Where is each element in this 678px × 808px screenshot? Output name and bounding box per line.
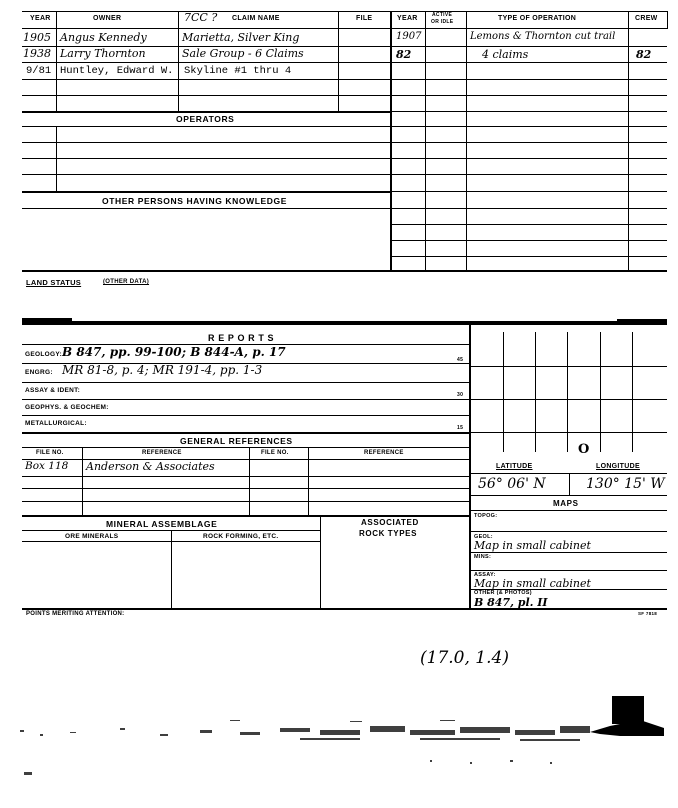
ref-row-1-file: Box 118 [25, 460, 69, 472]
assay-ident-label: ASSAY & IDENT: [25, 387, 81, 394]
assay-label: ASSAY: [474, 572, 496, 578]
header-active-2: OR IDLE [431, 19, 454, 25]
header-file: FILE [356, 15, 373, 22]
owner-row-2-year: 1938 [23, 47, 51, 60]
operation-row-2-type: 4 claims [482, 48, 529, 61]
ref-reference-header-2: REFERENCE [364, 450, 404, 456]
margin-number-30: 30 [457, 392, 464, 398]
latitude-label: LATITUDE [496, 463, 533, 470]
owner-row-3-year: 9/81 [26, 65, 52, 77]
margin-number-15: 15 [457, 425, 464, 431]
rock-forming-header: ROCK FORMING, ETC. [203, 533, 279, 540]
geology-value: B 847, pp. 99-100; B 844-A, p. 17 [62, 345, 286, 359]
land-status-sublabel: (OTHER DATA) [103, 279, 150, 285]
owner-row-3-claim: Skyline #1 thru 4 [184, 65, 292, 77]
operation-row-1-year: 1907 [396, 31, 422, 42]
owner-row-1-claim: Marietta, Silver King [182, 31, 300, 44]
operation-row-2-crew: 82 [636, 48, 652, 61]
operation-row-2-year: 82 [396, 48, 412, 61]
owner-row-2-claim: Sale Group - 6 Claims [182, 47, 304, 60]
ref-row-1-ref: Anderson & Associates [86, 460, 215, 473]
header-claim-prefix: 7CC ? [184, 11, 218, 24]
mins-label: MINS: [474, 554, 492, 560]
land-status-label: LAND STATUS [26, 278, 82, 287]
longitude-label: LONGITUDE [596, 463, 640, 470]
geology-label: GEOLOGY: [25, 351, 62, 358]
associated-rock-types-2: ROCK TYPES [359, 529, 418, 538]
engrg-label: ENGRG: [25, 369, 53, 376]
ref-reference-header: REFERENCE [142, 450, 182, 456]
header-active-1: ACTIVE [432, 12, 453, 18]
owner-row-1-year: 1905 [23, 31, 51, 44]
header-claim-name: CLAIM NAME [232, 15, 280, 22]
form-top-bar [22, 321, 667, 325]
assay-value: Map in small cabinet [474, 577, 591, 590]
header-type-of-operation: TYPE OF OPERATION [498, 15, 577, 22]
engrg-value: MR 81-8, p. 4; MR 191-4, pp. 1-3 [62, 363, 263, 377]
points-meriting-attention: POINTS MERITING ATTENTION: [26, 611, 125, 617]
operation-row-1-type: Lemons & Thornton cut trail [470, 31, 616, 42]
associated-rock-types-1: ASSOCIATED [361, 518, 419, 527]
other-photos-value: B 847, pl. II [474, 596, 548, 609]
owner-row-2-owner: Larry Thornton [60, 47, 146, 60]
location-circle-mark: O [578, 442, 590, 457]
metallurgical-label: METALLURGICAL: [25, 420, 87, 427]
header-crew: CREW [635, 15, 658, 22]
owner-row-1-owner: Angus Kennedy [60, 31, 147, 44]
topog-label: TOPOG: [474, 513, 498, 519]
other-persons-title: OTHER PERSONS HAVING KNOWLEDGE [102, 196, 288, 206]
geophys-label: GEOPHYS. & GEOCHEM: [25, 404, 109, 411]
header-year: YEAR [30, 15, 51, 22]
header-owner: OWNER [93, 15, 122, 22]
mineral-assemblage-title: MINERAL ASSEMBLAGE [106, 519, 218, 529]
margin-number-45: 45 [457, 357, 464, 363]
ref-file-no-header-2: FILE NO. [261, 450, 289, 456]
geol-value: Map in small cabinet [474, 539, 591, 552]
reports-title: R E P O R T S [208, 333, 275, 343]
form-number: SF 7818 [638, 611, 658, 616]
coordinates-note: (17.0, 1.4) [420, 648, 509, 668]
operators-title: OPERATORS [176, 114, 235, 124]
header-year-2: YEAR [397, 15, 418, 22]
geol-label: GEOL: [474, 534, 493, 540]
ore-minerals-header: ORE MINERALS [65, 533, 119, 540]
other-photos-label: OTHER (& PHOTOS) [474, 590, 532, 596]
maps-title: MAPS [553, 499, 579, 508]
scan-noise [0, 690, 678, 808]
owner-row-3-owner: Huntley, Edward W. [60, 65, 174, 77]
general-references-title: GENERAL REFERENCES [180, 436, 293, 446]
latitude-value: 56° 06' N [478, 476, 546, 492]
ref-file-no-header: FILE NO. [36, 450, 64, 456]
longitude-value: 130° 15' W [586, 476, 665, 492]
